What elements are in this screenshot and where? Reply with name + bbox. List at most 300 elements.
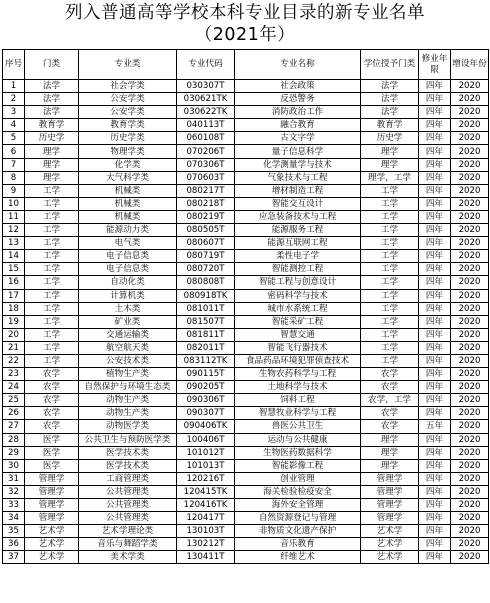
cell-year-added: 2020 — [451, 328, 489, 341]
cell-degree-category: 理学 — [361, 446, 419, 459]
cell-year-added: 2020 — [451, 197, 489, 210]
cell-degree-category: 理学 — [361, 433, 419, 446]
cell-index: 17 — [3, 289, 25, 302]
cell-major-class: 工商管理类 — [79, 472, 177, 485]
cell-major-code: 090307T — [177, 407, 235, 420]
cell-major-code: 090115T — [177, 368, 235, 381]
cell-major-name: 融合教育 — [235, 119, 361, 132]
table-row — [3, 381, 489, 394]
cell-major-name: 智能飞行器技术 — [235, 341, 361, 354]
cell-major-code: 080217T — [177, 184, 235, 197]
table-row — [3, 302, 489, 315]
table-row — [3, 394, 489, 407]
cell-year-added: 2020 — [451, 224, 489, 237]
cell-degree-category: 教育学 — [361, 119, 419, 132]
cell-index: 4 — [3, 119, 25, 132]
cell-major-name: 纤维艺术 — [235, 551, 361, 564]
cell-degree-category: 工学 — [361, 276, 419, 289]
cell-degree-category: 工学 — [361, 354, 419, 367]
cell-duration: 四年 — [419, 158, 451, 171]
cell-duration: 四年 — [419, 538, 451, 551]
cell-major-name: 运动与公共健康 — [235, 433, 361, 446]
cell-year-added: 2020 — [451, 315, 489, 328]
cell-duration: 四年 — [419, 381, 451, 394]
cell-major-class: 动物生产类 — [79, 394, 177, 407]
cell-year-added: 2020 — [451, 93, 489, 106]
cell-major-code: 030621TK — [177, 93, 235, 106]
cell-category: 艺术学 — [25, 525, 79, 538]
cell-major-class: 物理学类 — [79, 145, 177, 158]
cell-major-name: 密码科学与技术 — [235, 289, 361, 302]
cell-degree-category: 工学 — [361, 250, 419, 263]
table-row — [3, 485, 489, 498]
table-row — [3, 184, 489, 197]
cell-duration: 四年 — [419, 250, 451, 263]
table-row — [3, 289, 489, 302]
cell-year-added: 2020 — [451, 263, 489, 276]
cell-degree-category: 工学 — [361, 302, 419, 315]
cell-year-added: 2020 — [451, 446, 489, 459]
cell-category: 管理学 — [25, 512, 79, 525]
cell-major-class: 自动化类 — [79, 276, 177, 289]
cell-major-code: 080219T — [177, 210, 235, 223]
cell-major-code: 081811T — [177, 328, 235, 341]
cell-category: 法学 — [25, 93, 79, 106]
cell-major-class: 医学技术类 — [79, 446, 177, 459]
cell-category: 农学 — [25, 407, 79, 420]
cell-index: 35 — [3, 525, 25, 538]
cell-major-name: 智能影像工程 — [235, 459, 361, 472]
cell-degree-category: 理学，工学 — [361, 171, 419, 184]
cell-category: 工学 — [25, 250, 79, 263]
cell-major-class: 历史学类 — [79, 132, 177, 145]
cell-major-class: 公安技术类 — [79, 354, 177, 367]
cell-duration: 四年 — [419, 407, 451, 420]
cell-major-code: 130212T — [177, 538, 235, 551]
cell-major-code: 100406T — [177, 433, 235, 446]
cell-duration: 四年 — [419, 237, 451, 250]
cell-index: 19 — [3, 315, 25, 328]
cell-year-added: 2020 — [451, 210, 489, 223]
cell-index: 22 — [3, 354, 25, 367]
cell-degree-category: 工学 — [361, 341, 419, 354]
cell-category: 理学 — [25, 145, 79, 158]
cell-degree-category: 管理学 — [361, 499, 419, 512]
cell-year-added: 2020 — [451, 538, 489, 551]
header-duration: 修业年限 — [419, 50, 451, 80]
table-row — [3, 210, 489, 223]
cell-duration: 四年 — [419, 368, 451, 381]
cell-major-class: 能源动力类 — [79, 224, 177, 237]
cell-duration: 四年 — [419, 472, 451, 485]
cell-category: 工学 — [25, 302, 79, 315]
cell-year-added: 2020 — [451, 158, 489, 171]
header-year-added: 增设年份 — [451, 50, 489, 80]
cell-major-class: 美术学类 — [79, 551, 177, 564]
cell-duration: 四年 — [419, 197, 451, 210]
cell-major-class: 电子信息类 — [79, 263, 177, 276]
cell-duration: 四年 — [419, 485, 451, 498]
cell-major-name: 智慧交通 — [235, 328, 361, 341]
cell-index: 8 — [3, 171, 25, 184]
cell-degree-category: 工学 — [361, 289, 419, 302]
cell-major-code: 080918TK — [177, 289, 235, 302]
table-row — [3, 119, 489, 132]
cell-index: 26 — [3, 407, 25, 420]
cell-category: 历史学 — [25, 132, 79, 145]
table-row — [3, 276, 489, 289]
cell-major-class: 公共管理类 — [79, 485, 177, 498]
cell-major-class: 机械类 — [79, 197, 177, 210]
cell-major-class: 动物生产类 — [79, 407, 177, 420]
cell-category: 医学 — [25, 433, 79, 446]
cell-major-class: 土木类 — [79, 302, 177, 315]
cell-duration: 四年 — [419, 132, 451, 145]
cell-major-class: 大气科学类 — [79, 171, 177, 184]
cell-major-name: 创业管理 — [235, 472, 361, 485]
cell-category: 艺术学 — [25, 538, 79, 551]
cell-category: 理学 — [25, 171, 79, 184]
table-row — [3, 433, 489, 446]
cell-major-code: 090205T — [177, 381, 235, 394]
cell-year-added: 2020 — [451, 354, 489, 367]
cell-year-added: 2020 — [451, 80, 489, 93]
cell-index: 34 — [3, 512, 25, 525]
cell-major-name: 古文字学 — [235, 132, 361, 145]
cell-duration: 四年 — [419, 459, 451, 472]
cell-degree-category: 农学 — [361, 368, 419, 381]
cell-category: 医学 — [25, 446, 79, 459]
table-row — [3, 328, 489, 341]
cell-index: 27 — [3, 420, 25, 433]
cell-duration: 四年 — [419, 80, 451, 93]
cell-major-name: 海外安全管理 — [235, 499, 361, 512]
cell-year-added: 2020 — [451, 512, 489, 525]
header-degree-category: 学位授予门类 — [361, 50, 419, 80]
cell-major-code: 101013T — [177, 459, 235, 472]
cell-index: 21 — [3, 341, 25, 354]
cell-duration: 四年 — [419, 184, 451, 197]
cell-degree-category: 管理学 — [361, 472, 419, 485]
cell-major-code: 080719T — [177, 250, 235, 263]
cell-duration: 四年 — [419, 119, 451, 132]
cell-major-class: 医学技术类 — [79, 459, 177, 472]
cell-major-name: 社会政策 — [235, 80, 361, 93]
cell-duration: 四年 — [419, 93, 451, 106]
cell-duration: 四年 — [419, 525, 451, 538]
page-subtitle: （2021年） — [194, 25, 296, 45]
cell-index: 29 — [3, 446, 25, 459]
cell-duration: 四年 — [419, 394, 451, 407]
cell-major-code: 081011T — [177, 302, 235, 315]
cell-degree-category: 管理学 — [361, 485, 419, 498]
table-row — [3, 106, 489, 119]
cell-duration: 四年 — [419, 512, 451, 525]
cell-degree-category: 工学 — [361, 263, 419, 276]
cell-major-class: 交通运输类 — [79, 328, 177, 341]
cell-major-name: 消防政治工作 — [235, 106, 361, 119]
table-row — [3, 525, 489, 538]
cell-major-class: 公共管理类 — [79, 499, 177, 512]
cell-major-code: 120416TK — [177, 499, 235, 512]
cell-category: 管理学 — [25, 485, 79, 498]
cell-duration: 四年 — [419, 328, 451, 341]
cell-category: 理学 — [25, 158, 79, 171]
cell-year-added: 2020 — [451, 394, 489, 407]
cell-index: 31 — [3, 472, 25, 485]
cell-major-code: 081507T — [177, 315, 235, 328]
cell-degree-category: 工学 — [361, 210, 419, 223]
cell-category: 工学 — [25, 237, 79, 250]
cell-category: 工学 — [25, 210, 79, 223]
cell-index: 3 — [3, 106, 25, 119]
cell-duration: 四年 — [419, 551, 451, 564]
cell-category: 农学 — [25, 420, 79, 433]
cell-duration: 四年 — [419, 171, 451, 184]
cell-degree-category: 工学 — [361, 197, 419, 210]
cell-category: 工学 — [25, 276, 79, 289]
cell-major-name: 化学测量学与技术 — [235, 158, 361, 171]
cell-year-added: 2020 — [451, 132, 489, 145]
cell-index: 36 — [3, 538, 25, 551]
cell-year-added: 2020 — [451, 289, 489, 302]
major-list-table — [2, 49, 489, 564]
cell-major-name: 生物农药科学与工程 — [235, 368, 361, 381]
cell-major-code: 090406TK — [177, 420, 235, 433]
cell-year-added: 2020 — [451, 551, 489, 564]
page-title: 列入普通高等学校本科专业目录的新专业名单 — [65, 3, 425, 23]
cell-major-code: 090306T — [177, 394, 235, 407]
cell-category: 艺术学 — [25, 551, 79, 564]
cell-major-code: 070603T — [177, 171, 235, 184]
table-row — [3, 197, 489, 210]
cell-category: 工学 — [25, 328, 79, 341]
cell-major-class: 公共卫生与预防医学类 — [79, 433, 177, 446]
cell-major-code: 030622TK — [177, 106, 235, 119]
cell-index: 32 — [3, 485, 25, 498]
cell-major-name: 增材制造工程 — [235, 184, 361, 197]
cell-major-name: 气象技术与工程 — [235, 171, 361, 184]
table-row — [3, 551, 489, 564]
table-row — [3, 224, 489, 237]
cell-major-class: 自然保护与环境生态类 — [79, 381, 177, 394]
cell-category: 工学 — [25, 289, 79, 302]
cell-duration: 四年 — [419, 315, 451, 328]
cell-major-code: 080720T — [177, 263, 235, 276]
cell-year-added: 2020 — [451, 407, 489, 420]
cell-index: 23 — [3, 368, 25, 381]
cell-major-name: 饲料工程 — [235, 394, 361, 407]
cell-degree-category: 管理学 — [361, 512, 419, 525]
cell-year-added: 2020 — [451, 145, 489, 158]
table-row — [3, 512, 489, 525]
cell-degree-category: 工学 — [361, 237, 419, 250]
cell-major-class: 公安学类 — [79, 93, 177, 106]
cell-major-code: 080218T — [177, 197, 235, 210]
cell-degree-category: 工学 — [361, 315, 419, 328]
cell-major-class: 航空航天类 — [79, 341, 177, 354]
cell-category: 工学 — [25, 184, 79, 197]
cell-major-class: 电气类 — [79, 237, 177, 250]
cell-major-code: 040113T — [177, 119, 235, 132]
cell-category: 法学 — [25, 80, 79, 93]
cell-category: 农学 — [25, 394, 79, 407]
cell-year-added: 2020 — [451, 459, 489, 472]
cell-degree-category: 法学 — [361, 93, 419, 106]
cell-duration: 四年 — [419, 224, 451, 237]
cell-category: 医学 — [25, 459, 79, 472]
cell-duration: 四年 — [419, 145, 451, 158]
cell-duration: 四年 — [419, 341, 451, 354]
cell-major-name: 智能测控工程 — [235, 263, 361, 276]
cell-year-added: 2020 — [451, 119, 489, 132]
cell-index: 1 — [3, 80, 25, 93]
cell-major-name: 自然资源登记与管理 — [235, 512, 361, 525]
cell-major-class: 社会学类 — [79, 80, 177, 93]
table-row — [3, 472, 489, 485]
table-row — [3, 499, 489, 512]
cell-year-added: 2020 — [451, 237, 489, 250]
cell-category: 管理学 — [25, 499, 79, 512]
header-major-class: 专业类 — [79, 50, 177, 80]
cell-major-name: 土地科学与技术 — [235, 381, 361, 394]
cell-degree-category: 艺术学 — [361, 525, 419, 538]
cell-index: 20 — [3, 328, 25, 341]
cell-index: 30 — [3, 459, 25, 472]
cell-year-added: 2020 — [451, 302, 489, 315]
cell-major-code: 080505T — [177, 224, 235, 237]
table-row — [3, 237, 489, 250]
cell-major-code: 130411T — [177, 551, 235, 564]
cell-major-code: 030307T — [177, 80, 235, 93]
cell-category: 工学 — [25, 197, 79, 210]
cell-year-added: 2020 — [451, 381, 489, 394]
table-row — [3, 263, 489, 276]
cell-degree-category: 工学 — [361, 224, 419, 237]
cell-category: 管理学 — [25, 472, 79, 485]
cell-major-class: 艺术学理论类 — [79, 525, 177, 538]
header-index: 序号 — [3, 50, 25, 80]
cell-major-name: 海关检验检疫安全 — [235, 485, 361, 498]
cell-index: 6 — [3, 145, 25, 158]
table-row — [3, 446, 489, 459]
cell-category: 法学 — [25, 106, 79, 119]
cell-degree-category: 理学 — [361, 158, 419, 171]
cell-major-name: 生物医药数据科学 — [235, 446, 361, 459]
table-row — [3, 250, 489, 263]
cell-year-added: 2020 — [451, 171, 489, 184]
cell-degree-category: 农学 — [361, 381, 419, 394]
table-row — [3, 407, 489, 420]
cell-major-name: 智能采矿工程 — [235, 315, 361, 328]
cell-degree-category: 农学 — [361, 407, 419, 420]
cell-year-added: 2020 — [451, 485, 489, 498]
cell-major-name: 食品药品环境犯罪侦查技术 — [235, 354, 361, 367]
cell-index: 11 — [3, 210, 25, 223]
table-row — [3, 132, 489, 145]
table-row — [3, 315, 489, 328]
cell-major-name: 智能工程与创意设计 — [235, 276, 361, 289]
cell-major-class: 教育学类 — [79, 119, 177, 132]
cell-major-code: 070206T — [177, 145, 235, 158]
cell-duration: 四年 — [419, 354, 451, 367]
table-row — [3, 420, 489, 433]
cell-category: 工学 — [25, 354, 79, 367]
cell-index: 13 — [3, 237, 25, 250]
cell-major-name: 兽医公共卫生 — [235, 420, 361, 433]
cell-year-added: 2020 — [451, 368, 489, 381]
cell-major-name: 城市水系统工程 — [235, 302, 361, 315]
cell-index: 18 — [3, 302, 25, 315]
table-header-row — [3, 50, 489, 80]
cell-degree-category: 艺术学 — [361, 538, 419, 551]
cell-index: 24 — [3, 381, 25, 394]
cell-year-added: 2020 — [451, 184, 489, 197]
cell-major-name: 柔性电子学 — [235, 250, 361, 263]
cell-year-added: 2020 — [451, 341, 489, 354]
cell-major-class: 矿业类 — [79, 315, 177, 328]
cell-degree-category: 农学 — [361, 420, 419, 433]
cell-degree-category: 工学 — [361, 328, 419, 341]
cell-duration: 五年 — [419, 420, 451, 433]
cell-index: 10 — [3, 197, 25, 210]
cell-degree-category: 法学 — [361, 80, 419, 93]
cell-duration: 四年 — [419, 210, 451, 223]
cell-category: 农学 — [25, 368, 79, 381]
cell-major-class: 化学类 — [79, 158, 177, 171]
cell-major-code: 120415TK — [177, 485, 235, 498]
table-row — [3, 341, 489, 354]
cell-index: 15 — [3, 263, 25, 276]
cell-major-code: 060108T — [177, 132, 235, 145]
cell-major-class: 植物生产类 — [79, 368, 177, 381]
cell-category: 工学 — [25, 315, 79, 328]
cell-index: 12 — [3, 224, 25, 237]
cell-index: 33 — [3, 499, 25, 512]
cell-index: 5 — [3, 132, 25, 145]
table-row — [3, 368, 489, 381]
cell-category: 工学 — [25, 224, 79, 237]
cell-major-name: 应急装备技术与工程 — [235, 210, 361, 223]
cell-major-class: 公安学类 — [79, 106, 177, 119]
cell-category: 教育学 — [25, 119, 79, 132]
cell-year-added: 2020 — [451, 499, 489, 512]
cell-index: 37 — [3, 551, 25, 564]
cell-category: 农学 — [25, 381, 79, 394]
table-row — [3, 459, 489, 472]
cell-index: 2 — [3, 93, 25, 106]
table-row — [3, 354, 489, 367]
cell-major-class: 音乐与舞蹈学类 — [79, 538, 177, 551]
cell-major-name: 智能交互设计 — [235, 197, 361, 210]
cell-major-class: 电子信息类 — [79, 250, 177, 263]
cell-major-class: 动物医学类 — [79, 420, 177, 433]
cell-major-name: 反恐警务 — [235, 93, 361, 106]
cell-major-code: 130103T — [177, 525, 235, 538]
table-row — [3, 80, 489, 93]
cell-index: 7 — [3, 158, 25, 171]
cell-degree-category: 历史学 — [361, 132, 419, 145]
cell-duration: 四年 — [419, 499, 451, 512]
cell-major-code: 101012T — [177, 446, 235, 459]
cell-major-name: 量子信息科学 — [235, 145, 361, 158]
table-row — [3, 538, 489, 551]
cell-index: 25 — [3, 394, 25, 407]
table-body — [3, 80, 489, 564]
cell-major-code: 120417T — [177, 512, 235, 525]
table-row — [3, 93, 489, 106]
cell-degree-category: 理学 — [361, 145, 419, 158]
